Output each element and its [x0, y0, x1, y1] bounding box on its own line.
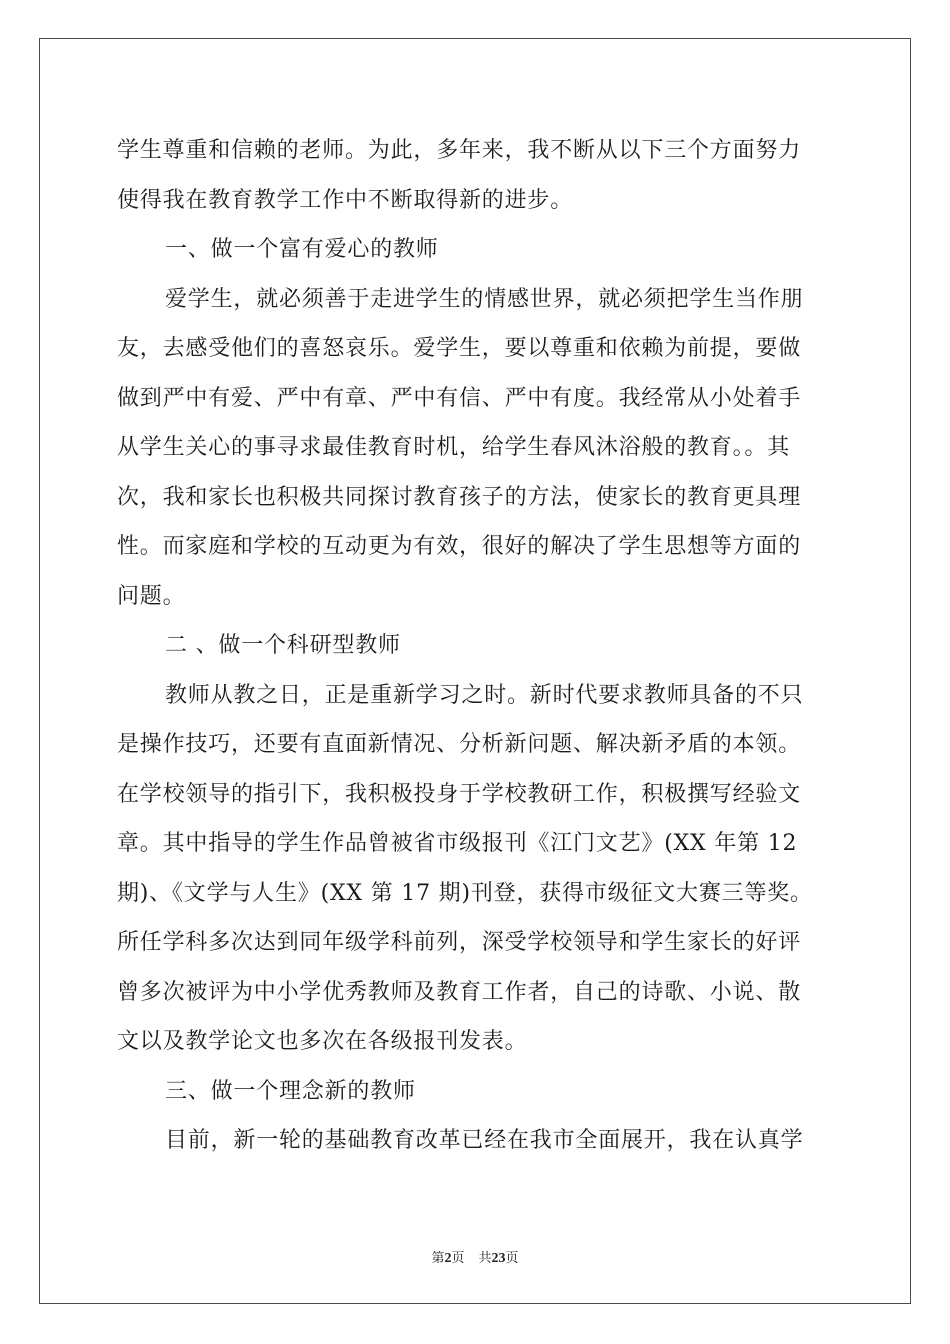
- document-body: [117, 126, 837, 1166]
- page-number-suffix: 页: [451, 1251, 465, 1266]
- page-footer: [0, 1247, 950, 1267]
- page-number-prefix: 第: [431, 1251, 445, 1266]
- text-line: 使得我在教育教学工作中不断取得新的进步。: [117, 187, 574, 213]
- total-pages-suffix: 页: [505, 1251, 519, 1266]
- text-line: 学生尊重和信赖的老师。为此，多年来，我不断从以下三个方面努力: [117, 138, 802, 163]
- text-line: 做到严中有爱、严中有章、严中有信、严中有度。我经常从小处着手: [117, 385, 802, 411]
- text-line: 教师从教之日，正是重新学习之时。新时代要求教师具备的不只: [165, 682, 804, 708]
- current-page-number: 2: [444, 1251, 452, 1266]
- text-line: 曾多次被评为中小学优秀教师及教育工作者，自己的诗歌、小说、散: [117, 979, 802, 1005]
- text-line: 章。其中指导的学生作品曾被省市级报刊《江门文艺》(XX 年第 12: [117, 831, 798, 856]
- text-line: 次，我和家长也积极共同探讨教育孩子的方法，使家长的教育更具理: [117, 484, 802, 510]
- text-line: 一、做一个富有爱心的教师: [165, 237, 439, 262]
- text-line: 友，去感受他们的喜怒哀乐。爱学生，要以尊重和依赖为前提，要做: [117, 336, 802, 361]
- text-line: 所任学科多次达到同年级学科前列，深受学校领导和学生家长的好评: [117, 930, 802, 955]
- text-line: 文以及教学论文也多次在各级报刊发表。: [117, 1029, 528, 1054]
- text-line: 性。而家庭和学校的互动更为有效，很好的解决了学生思想等方面的: [117, 534, 802, 559]
- text-line: 期)、《文学与人生》(XX 第 17 期)刊登，获得市级征文大赛三等奖。: [117, 880, 813, 906]
- text-line: 从学生关心的事寻求最佳教育时机，给学生春风沐浴般的教育。。其: [117, 435, 791, 460]
- text-line: 爱学生，就必须善于走进学生的情感世界，就必须把学生当作朋: [165, 286, 804, 312]
- text-line: 三、做一个理念新的教师: [165, 1078, 416, 1104]
- text-line: 二 、做一个科研型教师: [165, 633, 401, 658]
- text-line: 问题。: [117, 583, 186, 609]
- total-page-count: 23: [491, 1251, 506, 1266]
- text-line: 在学校领导的指引下，我积极投身于学校教研工作，积极撰写经验文: [117, 781, 802, 807]
- text-line: 目前，新一轮的基础教育改革已经在我市全面展开，我在认真学: [165, 1128, 804, 1153]
- text-line: 是操作技巧，还要有直面新情况、分析新问题、解决新矛盾的本领。: [117, 732, 802, 757]
- total-pages-prefix: 共: [478, 1251, 492, 1266]
